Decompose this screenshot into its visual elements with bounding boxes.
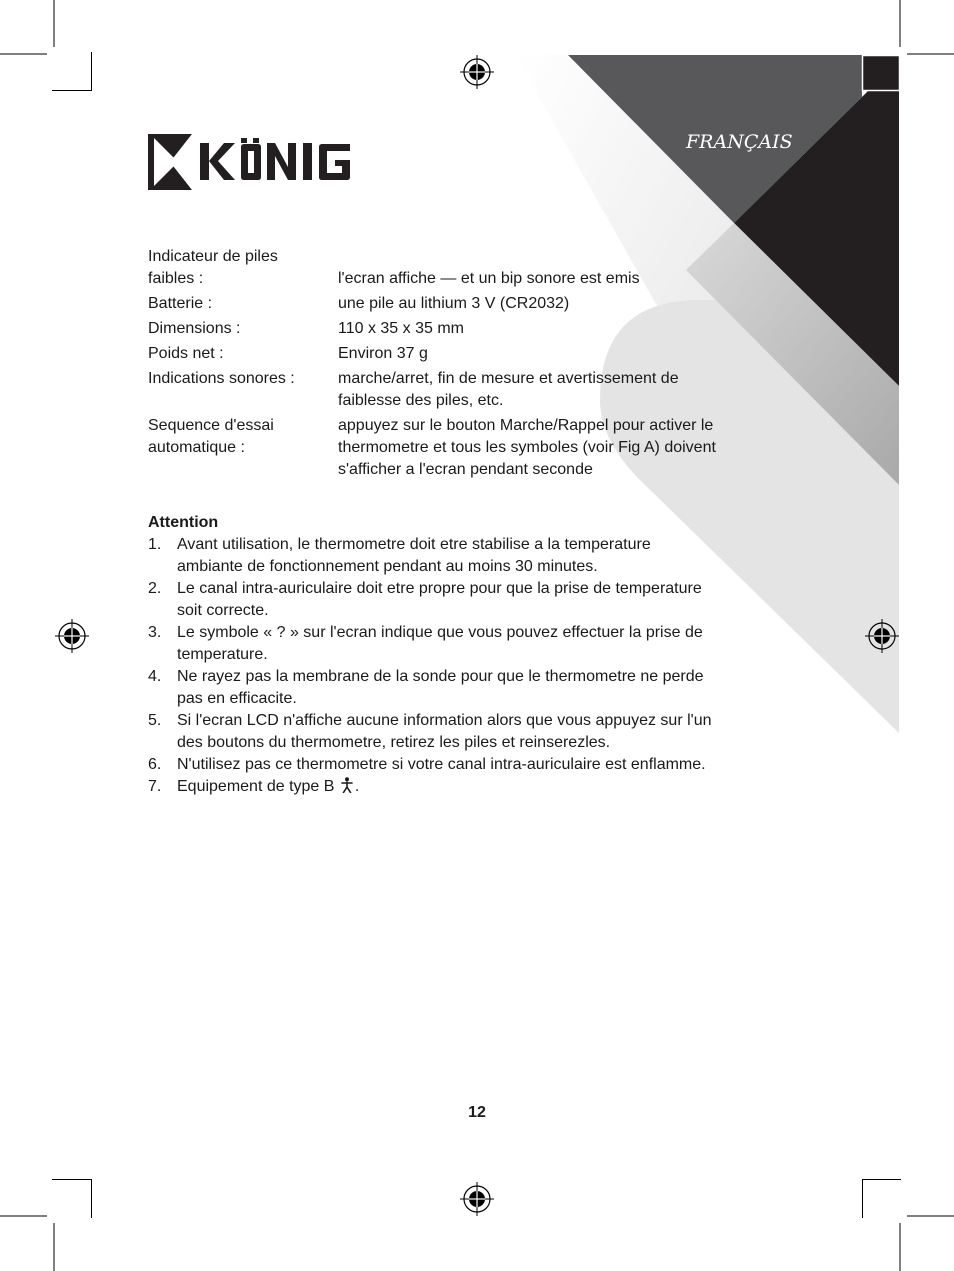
dark-corner-strip xyxy=(862,55,899,90)
spec-label: Dimensions : xyxy=(148,320,241,337)
spec-row xyxy=(148,365,768,412)
list-item-number: 5. xyxy=(148,712,162,729)
specifications-table xyxy=(148,246,768,481)
list-item-text: pas en efficacite. xyxy=(177,690,297,707)
list-item-text: Le symbole « ? » sur l'ecran indique que vous pouvez effectuer la prise de xyxy=(177,624,703,641)
spec-row xyxy=(148,315,768,340)
attention-list xyxy=(148,534,758,798)
spec-value: faiblesse des piles, etc. xyxy=(338,392,504,409)
list-item-number: 6. xyxy=(148,756,162,773)
list-item-text: N'utilisez pas ce thermometre si votre canal intra-auriculaire est enflamme. xyxy=(177,756,706,773)
page-number: 12 xyxy=(468,1104,486,1121)
spec-label: Sequence d'essai xyxy=(148,417,274,434)
list-item-text: des boutons du thermometre, retirez les piles et reinserezles. xyxy=(177,734,611,751)
spec-label: Batterie : xyxy=(148,295,213,312)
list-item xyxy=(148,666,758,710)
list-item-text: Avant utilisation, le thermometre doit etre stabilise a la temperature xyxy=(177,536,651,553)
list-item xyxy=(148,578,758,622)
list-item-text: Si l'ecran LCD n'affiche aucune information alors que vous appuyez sur l'un xyxy=(177,712,712,729)
list-item-text: temperature. xyxy=(177,646,268,663)
spec-label: automatique : xyxy=(148,439,245,456)
spec-value: thermometre et tous les symboles (voir Fig A) doivent xyxy=(338,439,716,456)
spec-value: marche/arret, fin de mesure et avertissement de xyxy=(338,370,679,387)
list-item-text: ambiante de fonctionnement pendant au moins 30 minutes. xyxy=(177,558,598,575)
registration-mark-bottom xyxy=(460,1182,494,1216)
spec-value: s'afficher a l'ecran pendant seconde xyxy=(338,461,593,478)
spec-value: une pile au lithium 3 V (CR2032) xyxy=(338,295,570,312)
list-item xyxy=(148,754,758,776)
spec-value: Environ 37 g xyxy=(338,345,428,362)
list-item-number: 2. xyxy=(148,580,162,597)
list-item-text: soit correcte. xyxy=(177,602,269,619)
spec-value: appuyez sur le bouton Marche/Rappel pour activer le xyxy=(338,417,714,434)
list-item-number: 4. xyxy=(148,668,162,685)
spec-value: 110 x 35 x 35 mm xyxy=(338,320,464,337)
registration-mark-left xyxy=(55,619,89,653)
list-item xyxy=(148,776,758,798)
spec-value-spacer xyxy=(338,246,768,268)
list-item-text: Le canal intra-auriculaire doit etre propre pour que la prise de temperature xyxy=(177,580,702,597)
list-item xyxy=(148,710,758,754)
spec-label: Indicateur de piles xyxy=(148,248,278,265)
list-item-suffix: . xyxy=(354,778,360,795)
spec-row xyxy=(148,340,768,365)
spec-value: l'ecran affiche — et un bip sonore est emis xyxy=(338,270,640,287)
type-b-person-icon xyxy=(341,777,353,793)
spec-row xyxy=(148,290,768,315)
list-item xyxy=(148,622,758,666)
konig-logo xyxy=(148,134,354,190)
list-item-text: Equipement de type B xyxy=(177,778,335,795)
list-item-text: Ne rayez pas la membrane de la sonde pour que le thermometre ne perde xyxy=(177,668,704,685)
list-item xyxy=(148,534,758,578)
list-item-number: 7. xyxy=(148,778,162,795)
language-label: FRANÇAIS xyxy=(686,131,793,153)
list-item-number: 1. xyxy=(148,536,162,553)
spec-row xyxy=(148,246,768,290)
spec-label: faibles : xyxy=(148,270,204,287)
registration-mark-top xyxy=(460,55,494,89)
spec-row xyxy=(148,412,768,481)
list-item-number: 3. xyxy=(148,624,162,641)
spec-label: Indications sonores : xyxy=(148,370,295,387)
attention-heading: Attention xyxy=(148,514,219,531)
spec-label: Poids net : xyxy=(148,345,224,362)
